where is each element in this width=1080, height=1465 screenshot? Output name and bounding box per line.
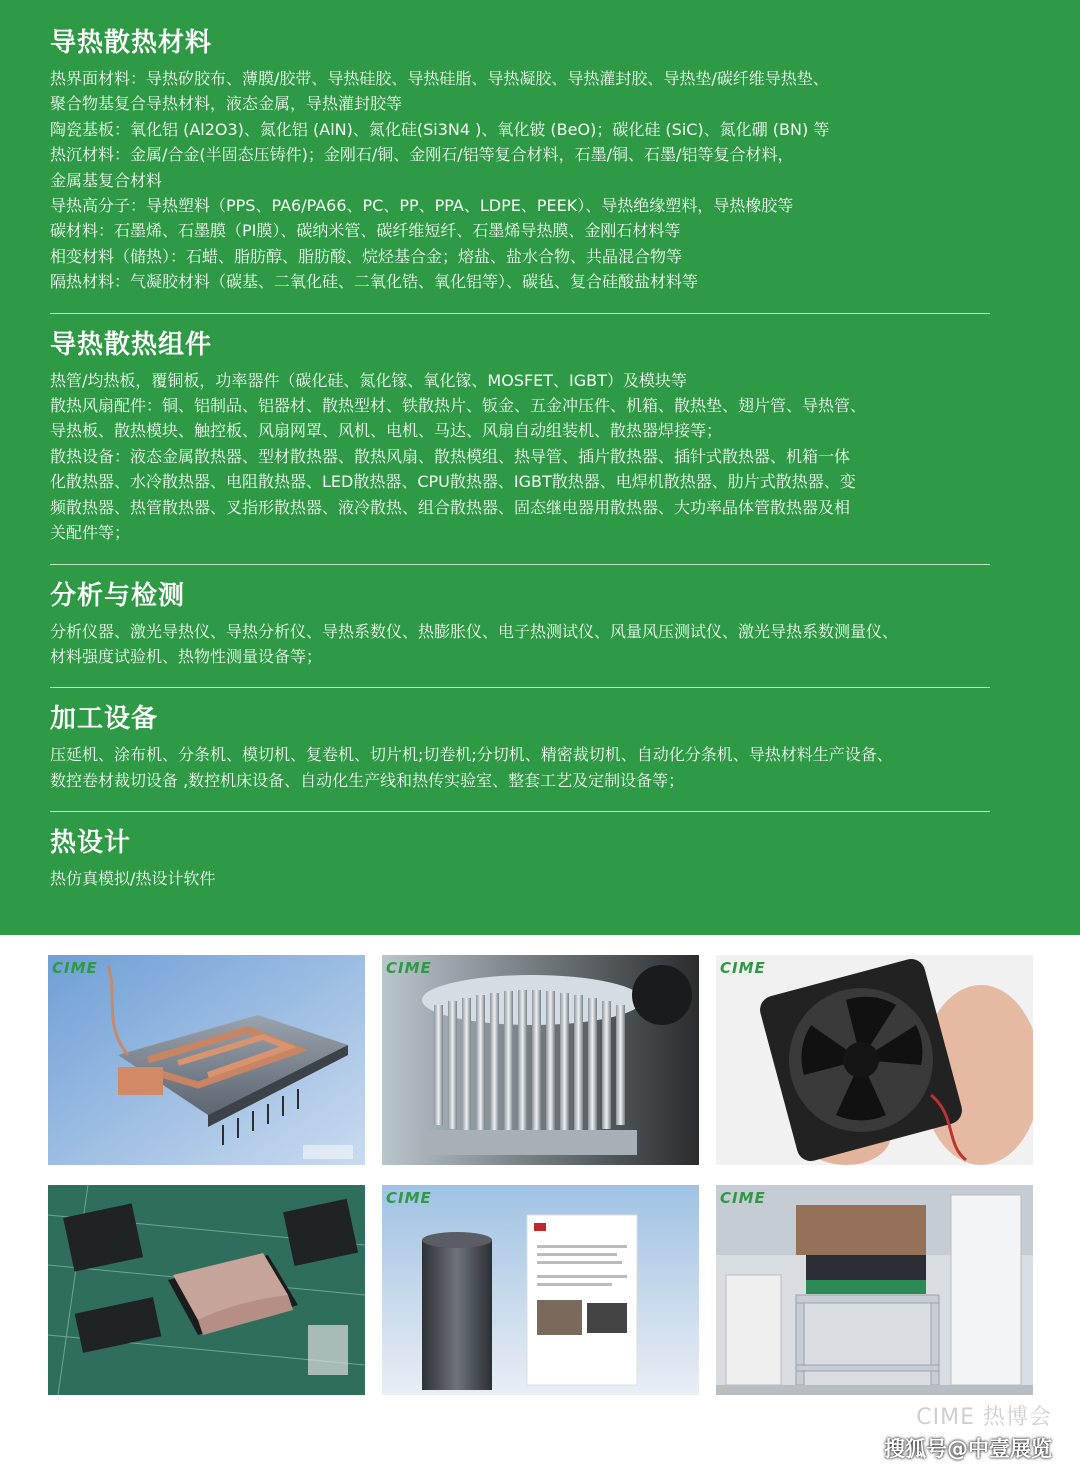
photo-heatsink	[382, 955, 699, 1165]
photo-pcb	[48, 1185, 365, 1395]
section-divider	[50, 687, 990, 688]
photo-fan	[716, 955, 1033, 1165]
section-title: 导热散热材料	[50, 28, 213, 58]
section-line: 散热设备：液态金属散热器、型材散热器、散热风扇、散热模组、热导管、插片散热器、插针式散热器、机箱一体	[50, 446, 851, 466]
section-line: 热管/均热板，覆铜板，功率器件（碳化硅、氮化镓、氧化镓、MOSFET、IGBT）及模块等	[50, 370, 687, 390]
brand-logo: CIME	[386, 959, 432, 977]
section-thermal-components	[50, 328, 1010, 546]
brand-logo: CIME	[386, 1189, 432, 1207]
section-thermal-design	[50, 826, 1010, 891]
photo-machine	[716, 1185, 1033, 1395]
brand-logo: CIME	[720, 959, 766, 977]
section-title: 加工设备	[50, 704, 159, 735]
photo-graphite-film	[382, 1185, 699, 1395]
section-line: 数控卷材裁切设备 ,数控机床设备、自动化生产线和热传实验室、整套工艺及定制设备等；	[50, 770, 685, 790]
section-line: 热仿真模拟/热设计软件	[50, 869, 216, 889]
section-line: 热沉材料：金属/合金(半固态压铸件)；金刚石/铜、金刚石/铝等复合材料，石墨/铜、石墨/铝等复合材料，	[50, 145, 794, 165]
section-line: 导热板、散热模块、触控板、风扇网罩、风机、电机、马达、风扇自动组装机、散热器焊接等；	[50, 421, 723, 441]
section-line: 散热风扇配件：铜、铝制品、铝器材、散热型材、铁散热片、钣金、五金冲压件、机箱、散热垫、翅片管、导热管、	[50, 396, 867, 416]
photo-gallery	[48, 955, 1033, 1395]
section-line: 导热高分子：导热塑料（PPS、PA6/PA66、PC、PP、PPA、LDPE、PEEK）、导热绝缘塑料，导热橡胶等	[50, 196, 794, 216]
brand-logo: CIME	[52, 959, 98, 977]
section-line: 分析仪器、激光导热仪、导热分析仪、导热系数仪、热膨胀仪、电子热测试仪、风量风压测试仪、激光导热系数测量仪、	[50, 621, 899, 641]
section-line: 隔热材料：气凝胶材料（碳基、二氧化硅、二氧化锆、氧化铝等）、碳毡、复合硅酸盐材料等	[50, 272, 699, 292]
section-line: 关配件等；	[50, 523, 131, 543]
section-line: 材料强度试验机、热物性测量设备等；	[50, 646, 323, 666]
footer-watermark	[884, 1400, 1052, 1463]
section-line: 化散热器、水冷散热器、电阻散热器、LED散热器、CPU散热器、IGBT散热器、电焊机散热器、肋片式散热器、变	[50, 472, 856, 492]
section-processing-equipment	[50, 702, 1010, 793]
section-line: 压延机、涂布机、分条机、模切机、复卷机、切片机;切卷机;分切机、精密裁切机、自动化分条机、导热材料生产设备、	[50, 745, 893, 765]
section-title: 导热散热组件	[50, 329, 213, 360]
section-divider	[50, 313, 990, 314]
section-line: 陶瓷基板：氧化铝 (Al2O3)、氮化铝 (AlN)、氮化硅(Si3N4 )、氧化铍 (BeO)；碳化硅 (SiC)、氮化硼 (BN) 等	[50, 119, 830, 139]
section-divider	[50, 564, 990, 565]
section-line: 相变材料（储热）：石蜡、脂肪醇、脂肪酸、烷烃基合金；熔盐、盐水合物、共晶混合物等	[50, 246, 683, 266]
section-line: 金属基复合材料	[50, 170, 163, 190]
section-title: 分析与检测	[50, 580, 186, 611]
wechat-account-label: CIME 热博会	[916, 1405, 1052, 1430]
brand-logo: CIME	[720, 1189, 766, 1207]
section-thermal-materials	[50, 26, 1010, 295]
sohu-account-label: 搜狐号@中壹展览	[884, 1437, 1052, 1461]
section-line: 频散热器、热管散热器、叉指形散热器、液冷散热、组合散热器、固态继电器用散热器、大功率晶体管散热器及相	[50, 497, 851, 517]
section-line: 热界面材料：导热矽胶布、薄膜/胶带、导热硅胶、导热硅脂、导热凝胶、导热灌封胶、导热垫/碳纤维导热垫、	[50, 69, 829, 88]
section-line: 碳材料：石墨烯、石墨膜（PI膜）、碳纳米管、碳纤维短纤、石墨烯导热膜、金刚石材料等	[50, 221, 681, 241]
photo-heat-pipe	[48, 955, 365, 1165]
section-title: 热设计	[50, 828, 132, 859]
exhibit-categories	[50, 26, 1010, 892]
section-line: 聚合物基复合导热材料，液态金属，导热灌封胶等	[50, 94, 403, 114]
section-divider	[50, 811, 990, 812]
section-analysis-testing	[50, 579, 1010, 670]
